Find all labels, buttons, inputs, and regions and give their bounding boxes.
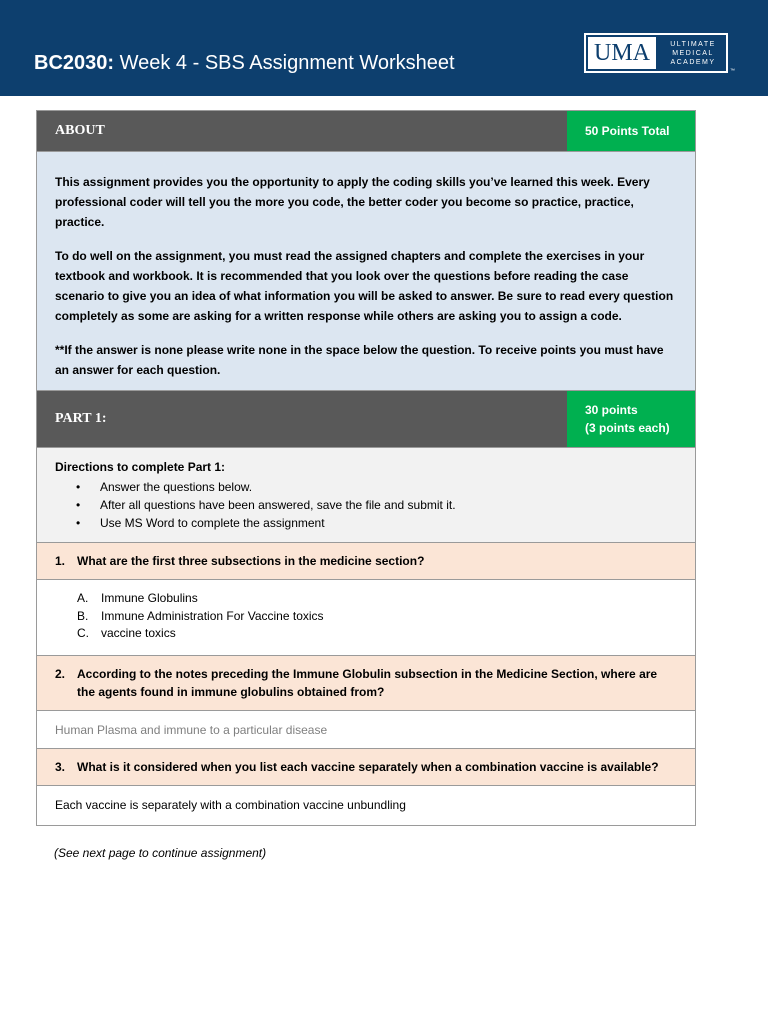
answer-item (77, 608, 677, 626)
directions-title: Directions to complete Part 1: (55, 460, 226, 474)
about-section (37, 151, 695, 391)
about-points-badge (567, 111, 695, 151)
question-number: 1. (55, 554, 66, 568)
about-paragraph: This assignment provides you the opportunity to apply the coding skills you’ve learned this week. Every professional coder will tell you the more you code, the better coder you become so practice, practice, practice. (55, 175, 650, 229)
directions-section (37, 447, 695, 543)
about-label: ABOUT (55, 123, 105, 138)
points-total: 50 Points Total (585, 124, 670, 138)
worksheet-table (36, 110, 696, 826)
about-paragraph: To do well on the assignment, you must read the assigned chapters and complete the exercises in your textbook and workbook. It is recommended that you look over the questions before reading the case scenario to give you an idea of what information you will be asked to answer. Be sure to read every question completely as some are asking for a written response while others are asking you to assign a code. (55, 249, 674, 323)
part1-label: PART 1: (55, 411, 107, 426)
logo-mark: UMA (586, 35, 658, 71)
logo-wordmark (658, 40, 726, 67)
question-text: What are the first three subsections in the medicine section? (77, 554, 425, 568)
part1-header (37, 391, 695, 447)
question-row (37, 656, 695, 711)
answer-field[interactable] (37, 580, 695, 656)
question-text: According to the notes preceding the Immune Globulin subsection in the Medicine Section, where are the agents found in immune globulins obtained from? (77, 666, 658, 699)
answer-letter: C. (77, 626, 89, 640)
answer-text: Immune Administration For Vaccine toxics (101, 608, 324, 623)
course-code: BC2030: (34, 52, 115, 74)
about-paragraph: **If the answer is none please write none in the space below the question. To receive points you must have an answer for each question. (55, 343, 664, 377)
directions-list (55, 478, 677, 532)
points-line: 30 points (585, 403, 638, 417)
list-item: • Answer the questions below. (100, 478, 677, 496)
answer-letter: B. (77, 608, 89, 623)
title-text: Week 4 - SBS Assignment Worksheet (114, 52, 455, 74)
trademark-symbol: ™ (730, 68, 735, 74)
uma-logo (584, 33, 728, 73)
answer-field[interactable]: Each vaccine is separately with a combination vaccine unbundling (37, 786, 695, 825)
question-row (37, 543, 695, 580)
logo-line: ULTIMATE (670, 40, 716, 48)
question-row (37, 749, 695, 786)
answer-item (77, 590, 677, 608)
list-item: • After all questions have been answered, save the file and submit it. (100, 496, 677, 514)
answer-text: Immune Globulins (101, 591, 198, 605)
question-number: 2. (55, 666, 66, 681)
continue-note: (See next page to continue assignment) (54, 846, 267, 860)
logo-line: ACADEMY (670, 58, 716, 66)
answer-letter: A. (77, 591, 89, 605)
part1-points-badge (567, 391, 695, 447)
answer-text: vaccine toxics (101, 626, 176, 640)
about-header (37, 111, 695, 151)
points-line: (3 points each) (585, 421, 670, 435)
list-item: • Use MS Word to complete the assignment (100, 514, 677, 532)
document-title (34, 50, 455, 76)
answer-field[interactable]: Human Plasma and immune to a particular disease (37, 711, 695, 749)
logo-line: MEDICAL (672, 49, 714, 57)
question-number: 3. (55, 759, 66, 774)
question-text: What is it considered when you list each vaccine separately when a combination vaccine is available? (77, 759, 659, 774)
answer-item (77, 625, 677, 643)
header-bar (0, 0, 768, 96)
